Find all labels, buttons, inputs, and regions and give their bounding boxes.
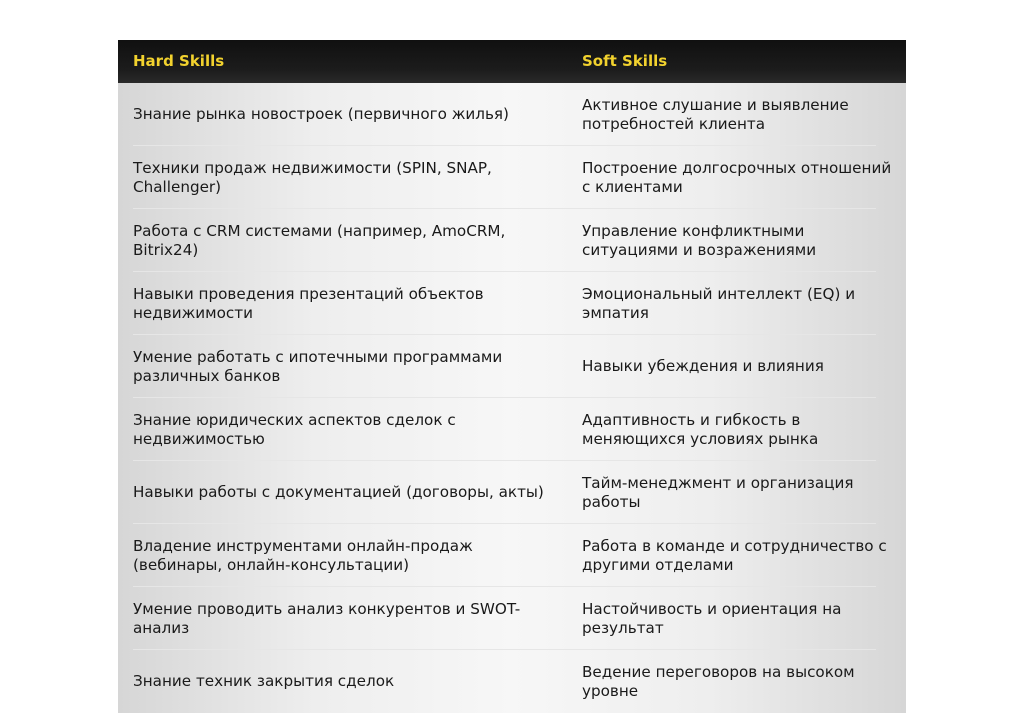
soft-skill-cell: Работа в команде и сотрудничество с другими отделами xyxy=(582,536,887,574)
soft-skill-cell: Ведение переговоров на высоком уровне xyxy=(582,662,855,700)
hard-skill-cell: Владение инструментами онлайн-продаж (вебинары, онлайн-консультации) xyxy=(133,536,473,574)
table-row xyxy=(118,83,906,146)
hard-skill-cell: Навыки работы с документацией (договоры, акты) xyxy=(133,483,544,501)
header-soft-skills: Soft Skills xyxy=(582,52,668,70)
soft-skill-cell: Настойчивость и ориентация на результат xyxy=(582,599,842,637)
soft-skill-cell: Эмоциональный интеллект (EQ) и эмпатия xyxy=(582,284,856,322)
table-row xyxy=(118,398,906,461)
table-row xyxy=(118,209,906,272)
header-hard-skills: Hard Skills xyxy=(133,52,225,70)
hard-skill-cell: Умение проводить анализ конкурентов и SWOT-анализ xyxy=(133,599,521,637)
table-body xyxy=(118,83,906,713)
soft-skill-cell: Тайм-менеджмент и организация работы xyxy=(582,473,854,511)
soft-skill-cell: Построение долгосрочных отношений с клиентами xyxy=(582,158,892,196)
hard-skill-cell: Знание техник закрытия сделок xyxy=(133,672,395,690)
table-row xyxy=(118,461,906,524)
table-row xyxy=(118,335,906,398)
table-row xyxy=(118,650,906,713)
table-row xyxy=(118,587,906,650)
soft-skill-cell: Управление конфликтными ситуациями и возражениями xyxy=(582,221,817,259)
skills-table xyxy=(118,40,906,713)
soft-skill-cell: Активное слушание и выявление потребностей клиента xyxy=(582,95,849,133)
hard-skill-cell: Знание рынка новостроек (первичного жилья) xyxy=(133,105,509,123)
hard-skill-cell: Знание юридических аспектов сделок с недвижимостью xyxy=(133,410,456,448)
soft-skill-cell: Навыки убеждения и влияния xyxy=(582,357,824,375)
soft-skill-cell: Адаптивность и гибкость в меняющихся условиях рынка xyxy=(582,410,819,448)
table-row xyxy=(118,272,906,335)
hard-skill-cell: Техники продаж недвижимости (SPIN, SNAP, Challenger) xyxy=(133,158,492,196)
table-row xyxy=(118,524,906,587)
hard-skill-cell: Умение работать с ипотечными программами различных банков xyxy=(133,347,503,385)
hard-skill-cell: Работа с CRM системами (например, AmoCRM, Bitrix24) xyxy=(133,221,506,259)
hard-skill-cell: Навыки проведения презентаций объектов недвижимости xyxy=(133,284,484,322)
table-header xyxy=(118,40,906,83)
table-row xyxy=(118,146,906,209)
